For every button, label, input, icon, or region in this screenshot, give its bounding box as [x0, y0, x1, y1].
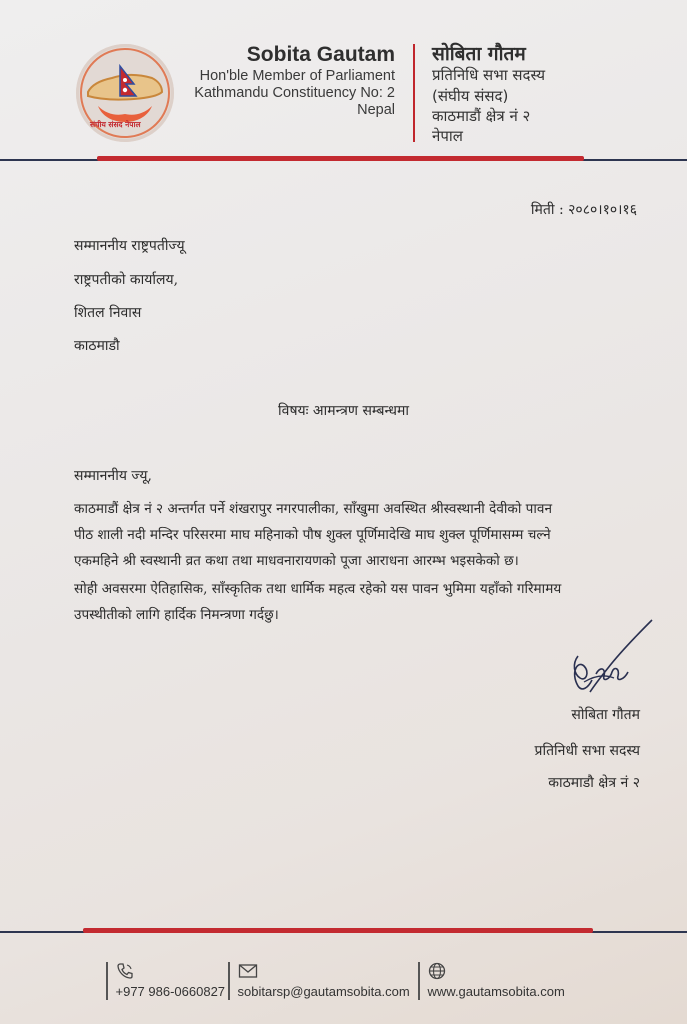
paragraph-1-line-2: पीठ शाली नदी मन्दिर परिसरमा माघ महिनाको पौष शुक्ल पूर्णिमादेखि माघ शुक्ल पूर्णिमासम्म चल्ने — [74, 527, 551, 543]
header-accent-rule — [97, 156, 584, 161]
phone-number[interactable]: +977 986-0660827 — [115, 984, 226, 999]
body-paragraph-1 — [74, 496, 644, 574]
constituency-en: Kathmandu Constituency No: 2 — [194, 85, 395, 101]
letter-date: मिती : २०८०।१०।१६ — [530, 202, 637, 218]
footer-website — [418, 962, 565, 1000]
phone-icon — [116, 962, 134, 980]
salutation: सम्माननीय ज्यू, — [74, 468, 152, 484]
globe-icon — [428, 962, 446, 980]
footer-accent-rule — [83, 928, 593, 933]
handwritten-signature — [560, 616, 656, 702]
paragraph-2-line-1: सोही अवसरमा ऐतिहासिक, साँस्कृतिक तथा धार्मिक महत्व रहेको यस पावन भुमिमा यहाँको गरिमामय — [74, 581, 562, 597]
member-name-np: सोबिता गौतम — [432, 43, 526, 65]
footer-phone — [106, 962, 225, 1000]
paragraph-2-line-2: उपस्थीतीको लागि हार्दिक निमन्त्रणा गर्दछु। — [74, 607, 279, 623]
member-title-np: प्रतिनिधि सभा सदस्य — [432, 66, 546, 84]
email-address[interactable]: sobitarsp@gautamsobita.com — [237, 984, 410, 999]
recipient-line-1: सम्माननीय राष्ट्रपतीज्यू — [74, 238, 185, 254]
parliament-np: (संघीय संसद) — [432, 87, 509, 105]
body-paragraph-2 — [74, 576, 644, 628]
footer-email — [228, 962, 410, 1000]
letter-subject: विषयः आमन्त्रण सम्बन्धमा — [278, 403, 409, 419]
signatory-title: प्रतिनिधी सभा सदस्य — [534, 743, 640, 759]
country-np: नेपाल — [432, 127, 463, 145]
logo-text: संघीय संसद नेपाल — [90, 120, 141, 129]
header-divider — [413, 44, 415, 142]
country-en: Nepal — [357, 102, 395, 118]
signatory-name: सोबिता गौतम — [571, 707, 640, 723]
signatory-constituency: काठमाडौ क्षेत्र नं २ — [548, 775, 640, 791]
parliament-logo — [76, 44, 174, 142]
member-name-en: Sobita Gautam — [246, 43, 395, 66]
recipient-line-3: शितल निवास — [74, 305, 142, 321]
constituency-np: काठमाडौं क्षेत्र नं २ — [432, 107, 531, 125]
mail-icon — [238, 962, 258, 980]
member-title-en: Hon'ble Member of Parliament — [199, 68, 395, 84]
website-url[interactable]: www.gautamsobita.com — [427, 984, 565, 999]
recipient-line-2: राष्ट्रपतीको कार्यालय, — [74, 272, 179, 288]
paragraph-1-line-1: काठमाडौं क्षेत्र नं २ अन्तर्गत पर्ने शंखरापुर नगरपालीका, साँखुमा अवस्थित श्रीस्वस्थानी देवीको पावन — [74, 501, 553, 517]
recipient-line-4: काठमाडौ — [74, 338, 120, 354]
paragraph-1-line-3: एकमहिने श्री स्वस्थानी व्रत कथा तथा माधवनारायणको पूजा आराधना आरम्भ भइसकेको छ। — [74, 553, 519, 569]
